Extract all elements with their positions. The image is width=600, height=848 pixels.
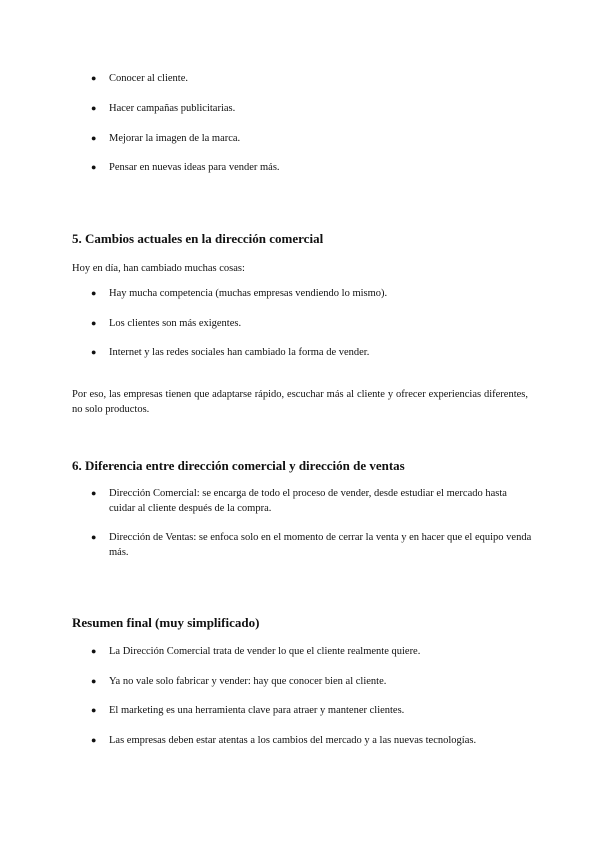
list-item-text: Hacer campañas publicitarias. xyxy=(109,103,236,114)
summary-heading: Resumen final (muy simplificado) xyxy=(72,615,260,630)
list-item-text: Los clientes son más exigentes. xyxy=(109,318,242,329)
bullet-icon: ● xyxy=(91,646,97,656)
bullet-icon: ● xyxy=(91,676,97,686)
list-item-text: Pensar en nuevas ideas para vender más. xyxy=(109,162,280,173)
list-item-text: Conocer al cliente. xyxy=(109,73,189,84)
list-item-text: Dirección Comercial: se encarga de todo el proceso de vender, desde estudiar el mercado hasta cuidar al cliente después de la compra. xyxy=(109,488,507,514)
section-5-heading: 5. Cambios actuales en la dirección comercial xyxy=(72,231,324,246)
section-5-intro: Hoy en día, han cambiado muchas cosas: xyxy=(72,263,245,274)
list-item-text: Hay mucha competencia (muchas empresas vendiendo lo mismo). xyxy=(109,288,388,299)
bullet-icon: ● xyxy=(91,162,97,172)
bullet-icon: ● xyxy=(91,488,97,498)
bullet-icon: ● xyxy=(91,288,97,298)
bullet-icon: ● xyxy=(91,318,97,328)
bullet-icon: ● xyxy=(91,73,97,83)
bullet-icon: ● xyxy=(91,532,97,542)
section-6-heading: 6. Diferencia entre dirección comercial y dirección de ventas xyxy=(72,458,405,473)
bullet-icon: ● xyxy=(91,347,97,357)
list-item-text: Ya no vale solo fabricar y vender: hay que conocer bien al cliente. xyxy=(109,676,387,687)
list-item-text: La Dirección Comercial trata de vender lo que el cliente realmente quiere. xyxy=(109,646,421,657)
list-item-text: Internet y las redes sociales han cambiado la forma de vender. xyxy=(109,347,370,358)
bullet-icon: ● xyxy=(91,735,97,745)
bullet-icon: ● xyxy=(91,103,97,113)
bullet-icon: ● xyxy=(91,133,97,143)
bullet-icon: ● xyxy=(91,705,97,715)
list-item-text: Dirección de Ventas: se enfoca solo en el momento de cerrar la venta y en hacer que el equipo venda más. xyxy=(109,532,532,558)
list-item-text: El marketing es una herramienta clave para atraer y mantener clientes. xyxy=(109,705,405,716)
list-item-text: Las empresas deben estar atentas a los cambios del mercado y a las nuevas tecnologías. xyxy=(109,735,477,746)
list-item-text: Mejorar la imagen de la marca. xyxy=(109,133,241,144)
section-5-conclusion: Por eso, las empresas tienen que adaptarse rápido, escuchar más al cliente y ofrecer experiencias diferentes, no solo productos. xyxy=(72,389,528,415)
